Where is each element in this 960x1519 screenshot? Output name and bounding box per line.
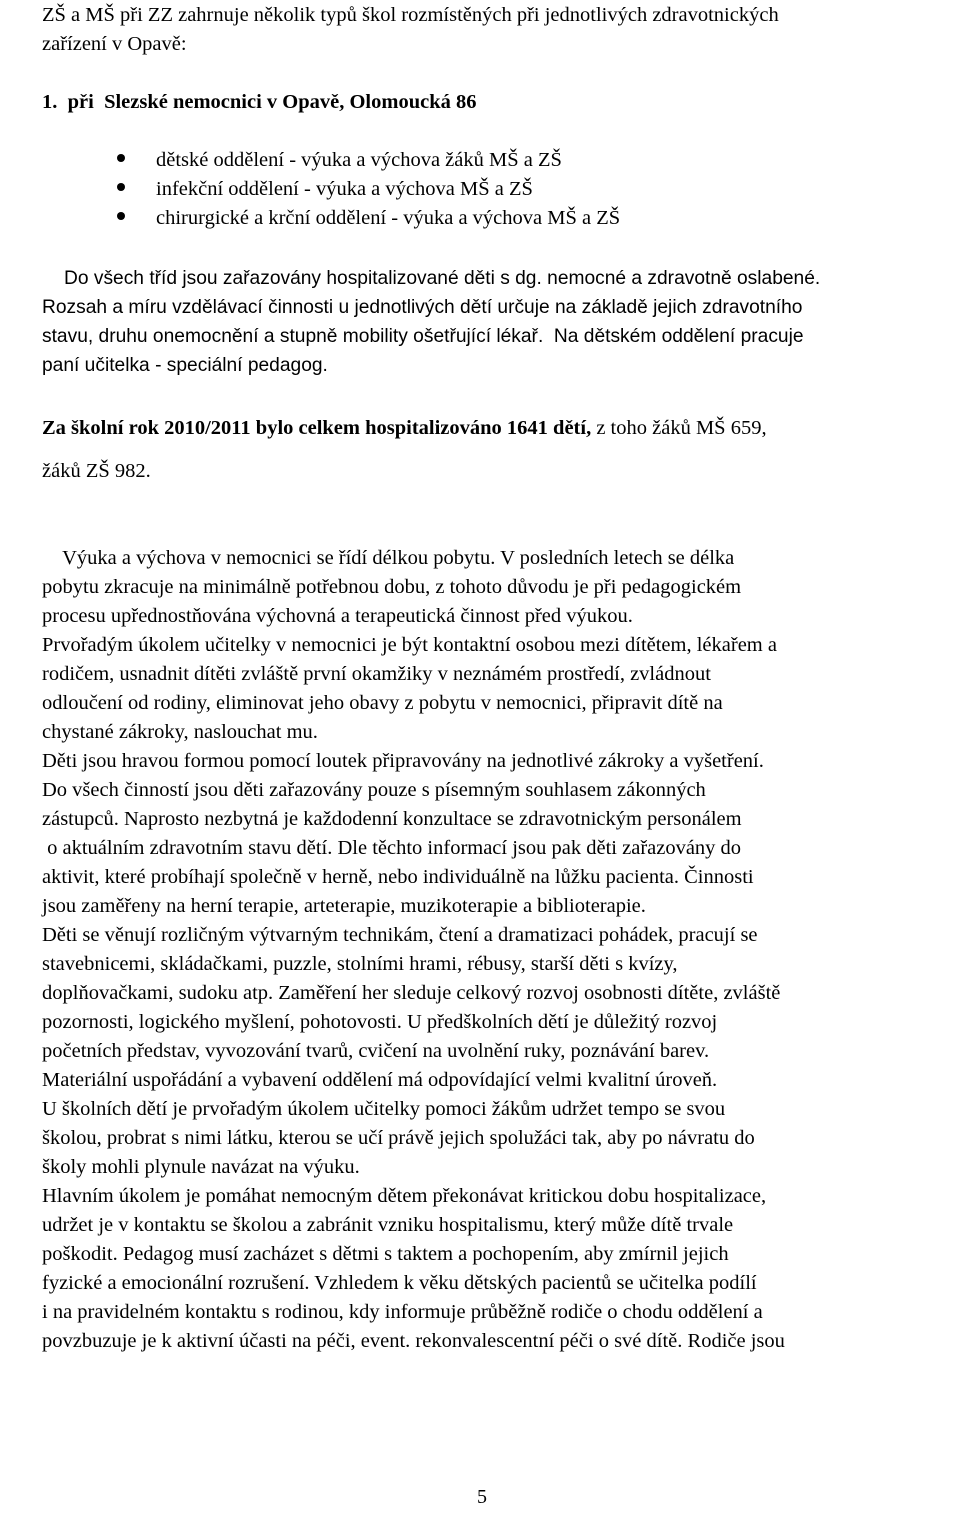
body-line: zástupců. Naprosto nezbytná je každodenní konzultace se zdravotnickým personálem — [42, 808, 742, 830]
paragraph-line: Rozsah a míru vzdělávací činnosti u jednotlivých dětí určuje na základě jejich zdravotního — [42, 297, 803, 318]
body-line: aktivit, které probíhají společně v herně, nebo individuálně na lůžku pacienta. Činnosti — [42, 866, 754, 888]
body-line: Materiální uspořádání a vybavení oddělení má odpovídající velmi kvalitní úroveň. — [42, 1069, 718, 1091]
list-item: dětské oddělení - výuka a výchova žáků MŠ a ZŠ — [156, 149, 562, 171]
body-line: Děti se věnují rozličným výtvarným technikám, čtení a dramatizaci pohádek, pracují se — [42, 924, 758, 946]
body-line: školy mohli plynule navázat na výuku. — [42, 1156, 360, 1178]
body-line: početních představ, vyvozování tvarů, cvičení na uvolnění ruky, poznávání barev. — [42, 1040, 710, 1062]
body-line: doplňovačkami, sudoku atp. Zaměření her sleduje celkový rozvoj osobnosti dítěte, zvláště — [42, 982, 781, 1004]
body-line: pozornosti, logického myšlení, pohotovosti. U předškolních dětí je důležitý rozvoj — [42, 1011, 718, 1033]
body-line: Výuka a výchova v nemocnici se řídí délkou pobytu. V posledních letech se délka — [42, 547, 735, 569]
body-line: pobytu zkracuje na minimálně potřebnou dobu, z tohoto důvodu je při pedagogickém — [42, 576, 742, 598]
bullet-dot-icon — [117, 183, 125, 191]
statistics-text: z toho žáků MŠ 659, — [591, 417, 767, 439]
body-line: fyzické a emocionální rozrušení. Vzhledem k věku dětských pacientů se učitelka podílí — [42, 1272, 757, 1294]
statistics-line-2: žáků ZŠ 982. — [42, 460, 151, 482]
bullet-dot-icon — [117, 212, 125, 220]
statistics-line — [42, 414, 767, 443]
body-line: Hlavním úkolem je pomáhat nemocným dětem překonávat kritickou dobu hospitalizace, — [42, 1185, 767, 1207]
body-line: Děti jsou hravou formou pomocí loutek připravovány na jednotlivé zákroky a vyšetření. — [42, 750, 764, 772]
body-line: udržet je v kontaktu se školou a zabránit vzniku hospitalismu, který může dítě trvale — [42, 1214, 734, 1236]
body-line: školou, probrat s nimi látku, kterou se učí právě jejich spolužáci tak, aby po návratu do — [42, 1127, 755, 1149]
list-item: infekční oddělení - výuka a výchova MŠ a ZŠ — [156, 178, 533, 200]
body-line: poškodit. Pedagog musí zacházet s dětmi s taktem a pochopením, aby zmírnil jejich — [42, 1243, 729, 1265]
body-line: Do všech činností jsou děti zařazovány pouze s písemným souhlasem zákonných — [42, 779, 706, 801]
intro-line-1: ZŠ a MŠ při ZZ zahrnuje několik typů škol rozmístěných při jednotlivých zdravotnických — [42, 4, 779, 26]
body-line: rodičem, usnadnit dítěti zvláště první okamžiky v neznámém prostředí, zvládnout — [42, 663, 711, 685]
section-heading: 1. při Slezské nemocnici v Opavě, Olomoucká 86 — [42, 91, 477, 113]
list-item: chirurgické a krční oddělení - výuka a výchova MŠ a ZŠ — [156, 207, 621, 229]
body-line: i na pravidelném kontaktu s rodinou, kdy informuje průběžně rodiče o chodu oddělení a — [42, 1301, 763, 1323]
statistics-bold-text: Za školní rok 2010/2011 bylo celkem hospitalizováno 1641 dětí, — [42, 417, 592, 439]
body-line: procesu upřednostňována výchovná a terapeutická činnost před výukou. — [42, 605, 633, 627]
body-line: Prvořadým úkolem učitelky v nemocnici je být kontaktní osobou mezi dítětem, lékařem a — [42, 634, 777, 656]
body-line: U školních dětí je prvořadým úkolem učitelky pomoci žákům udržet tempo se svou — [42, 1098, 726, 1120]
page-number: 5 — [477, 1486, 487, 1508]
paragraph-line: paní učitelka - speciální pedagog. — [42, 355, 328, 376]
paragraph-line: stavu, druhu onemocnění a stupně mobility ošetřující lékař. Na dětském oddělení pracuje — [42, 326, 804, 347]
body-line: odloučení od rodiny, eliminovat jeho obavy z pobytu v nemocnici, připravit dítě na — [42, 692, 723, 714]
body-line: stavebnicemi, skládačkami, puzzle, stolními hrami, rébusy, starší děti s kvízy, — [42, 953, 678, 975]
body-line: povzbuzuje je k aktivní účasti na péči, event. rekonvalescentní péči o své dítě. Rodiče jsou — [42, 1330, 785, 1352]
body-line: o aktuálním zdravotním stavu dětí. Dle těchto informací jsou pak děti zařazovány do — [42, 837, 742, 859]
body-line: jsou zaměřeny na herní terapie, arteterapie, muzikoterapie a biblioterapie. — [42, 895, 646, 917]
bullet-dot-icon — [117, 154, 125, 162]
paragraph-line: Do všech tříd jsou zařazovány hospitalizované děti s dg. nemocné a zdravotně oslabené. — [64, 268, 821, 289]
intro-line-2: zařízení v Opavě: — [42, 33, 187, 55]
body-line: chystané zákroky, naslouchat mu. — [42, 721, 318, 743]
